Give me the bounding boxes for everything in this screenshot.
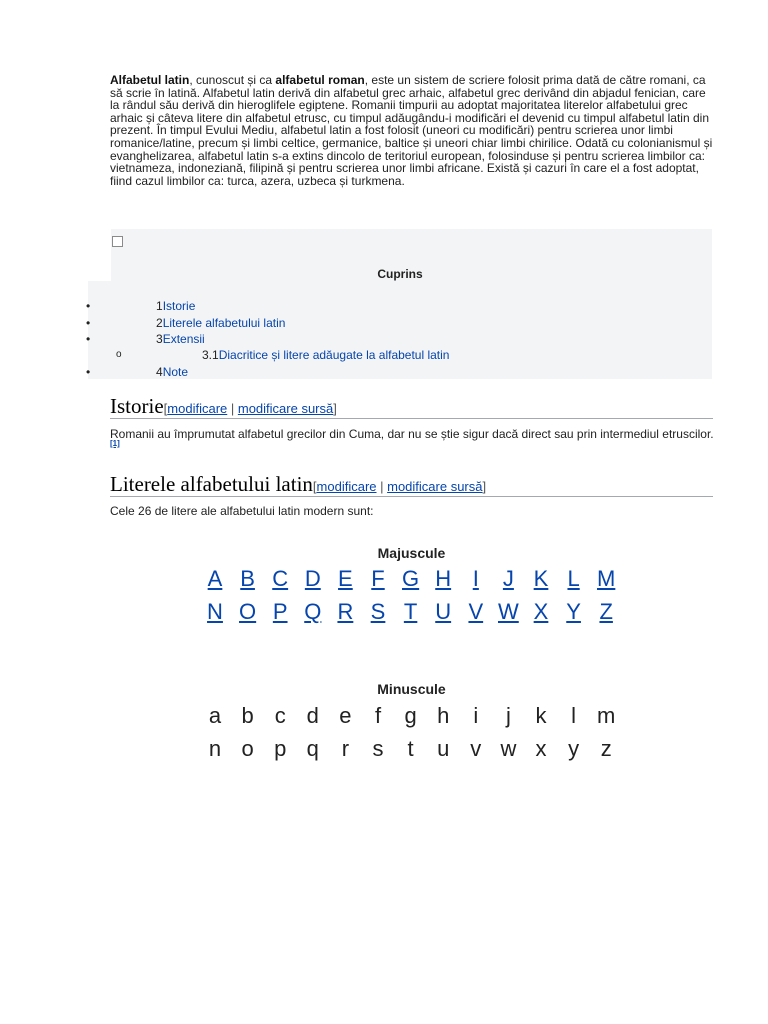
toc-item-link[interactable]: Literele alfabetului latin [162, 316, 286, 330]
bracket-open: [ [163, 401, 168, 416]
edit-links [164, 401, 337, 416]
minuscule-letter-link: a [208, 703, 222, 728]
intro-term-roman-alphabet: alfabetul roman [275, 73, 365, 87]
separator: | [376, 479, 388, 494]
footnote-ref [110, 439, 120, 448]
minuscule-letter-link: k [535, 703, 547, 728]
majuscule-letter-link[interactable]: O [239, 599, 257, 624]
majuscule-letter-link[interactable]: E [338, 566, 353, 591]
edit-links [313, 479, 486, 494]
minuscule-letter-link: i [473, 703, 479, 728]
majuscule-letter-link[interactable]: S [370, 599, 386, 624]
section-heading-istorie [110, 394, 337, 421]
majuscule-letter-link[interactable]: P [272, 599, 288, 624]
majuscule-letter-link[interactable]: T [403, 599, 418, 624]
majuscule-letter-link[interactable]: L [567, 566, 580, 591]
majuscule-letter-link[interactable]: K [533, 566, 549, 591]
toc-title: Cuprins [377, 267, 423, 281]
edit-link[interactable]: modificare [316, 479, 377, 494]
istorie-paragraph [110, 428, 715, 454]
section-divider [110, 496, 713, 497]
toc-item-link[interactable]: Istorie [162, 299, 196, 313]
minuscule-letter-link: h [437, 703, 450, 728]
bracket-close: ] [482, 479, 487, 494]
majuscule-letter-link[interactable]: M [597, 566, 616, 591]
section-heading-literele [110, 472, 486, 499]
minuscule-letter-link: s [372, 736, 384, 761]
minuscule-letter-link: x [535, 736, 547, 761]
majuscule-letter-link[interactable]: U [435, 599, 452, 624]
majuscule-letter-link[interactable]: W [498, 599, 519, 624]
minuscule-letter-link: o [241, 736, 254, 761]
edit-source-link[interactable]: modificare sursă [387, 479, 483, 494]
majuscule-letter-link[interactable]: N [207, 599, 223, 624]
intro-text-2: , este un sistem de scriere folosit prima dată de către romani, ca să scrie în latină. Alfabetul latin derivă din alfabetul grec arhaic, alfabetul grec derivând din abjadul fenician, care la rândul său derivă din hieroglifele egiptene. Romanii timpurii au adoptat majoritatea literelor alfabetului grec arhaic și câteva litere din alfabetul etrusc, cu timpul adăugându-i modificări el devenid cu timpul alfabetul latin din prezent. În timpul Evului Mediu, alfabetul latin a fost folosit (uneori cu modificări) pentru scrierea unor limbi romanice/latine, precum și limbi celtice, germanice, baltice și uneori chiar limbi chirilice. Odată cu colonianismul și evanghelizarea, alfabetul latin s-a extins dincolo de teritoriul european, folosinduse și pentru scrierea limbilor ca: vietnameza, indoneziană, filipină și pentru scrierea unor limbi africane. Există și cazuri în care el a fost adoptat, fiind cazul limbilor ca: turca, azera, uzbeca și turkmena. [110, 73, 713, 188]
toc-bullet-icon: • [86, 332, 91, 346]
minuscule-letter-link: u [437, 736, 450, 761]
majuscule-letter-link[interactable]: R [337, 599, 354, 624]
majuscule-letter-link[interactable]: G [402, 566, 420, 591]
toc-bullet-icon: • [86, 365, 91, 379]
bracket-close: ] [333, 401, 337, 416]
literele-intro-text: Cele 26 de litere ale alfabetului latin modern sunt: [110, 504, 374, 518]
section-title: Literele alfabetului latin [110, 472, 313, 496]
majuscule-letter-link[interactable]: A [207, 566, 223, 591]
toc-toggle-checkbox[interactable] [112, 236, 123, 247]
toc-item-istorie[interactable] [156, 299, 195, 313]
toc-item-number: 3 [156, 332, 163, 346]
toc-item-number: 1 [156, 299, 163, 313]
minuscule-caption: Minuscule [377, 681, 446, 697]
majuscule-letter-link[interactable]: C [272, 566, 289, 591]
intro-paragraph [110, 74, 715, 187]
footnote-link[interactable]: [1] [110, 439, 120, 448]
edit-source-link[interactable]: modificare sursă [237, 401, 334, 416]
toc-item-number: 2 [156, 316, 163, 330]
minuscule-letter-link: m [597, 703, 616, 728]
toc-item-note[interactable] [156, 365, 188, 379]
minuscule-letter-link: c [274, 703, 286, 728]
majuscule-letter-link[interactable]: F [371, 566, 385, 591]
majuscule-letter-link[interactable]: Q [304, 599, 322, 624]
majuscule-letter-link[interactable]: Y [566, 599, 581, 624]
toc-subbullet-icon: o [116, 349, 122, 360]
edit-link[interactable]: modificare [167, 401, 228, 416]
minuscule-letter-link: t [407, 736, 414, 761]
majuscule-letter-link[interactable]: Z [599, 599, 613, 624]
minuscule-letter-link: n [208, 736, 222, 761]
toc-item-link[interactable]: Diacritice și litere adăugate la alfabetul latin [218, 348, 450, 362]
majuscule-letter-link[interactable]: H [435, 566, 452, 591]
bracket-open: [ [312, 479, 317, 494]
minuscule-letter-link: f [374, 703, 382, 728]
toc-item-literele[interactable] [156, 316, 285, 330]
minuscule-letter-link: b [241, 703, 254, 728]
majuscule-letter-link[interactable]: V [468, 599, 484, 624]
separator: | [227, 401, 238, 416]
section-title: Istorie [110, 394, 164, 418]
minuscule-letter-link: r [341, 736, 350, 761]
minuscule-letter-link: v [470, 736, 482, 761]
minuscule-letter-link: d [306, 703, 319, 728]
minuscule-letter-link: p [274, 736, 287, 761]
toc-bullet-icon: • [86, 299, 91, 313]
minuscule-letter-link: z [600, 736, 612, 761]
intro-term-latin-alphabet: Alfabetul latin [110, 73, 190, 87]
minuscule-letter-link: g [404, 703, 417, 728]
toc-item-link[interactable]: Note [162, 365, 189, 379]
minuscule-letter-link: q [306, 736, 319, 761]
toc-item-number: 4 [156, 365, 163, 379]
majuscule-letter-link[interactable]: J [502, 566, 514, 591]
toc-item-diacritice[interactable] [202, 348, 449, 362]
toc-bullet-icon: • [86, 316, 91, 330]
majuscule-letter-link[interactable]: B [240, 566, 255, 591]
toc-item-link[interactable]: Extensii [162, 332, 205, 346]
section-divider [110, 418, 713, 419]
toc-item-extensii[interactable] [156, 332, 205, 346]
toc-item-number: 3.1 [202, 348, 219, 362]
minuscule-letter-link: w [500, 736, 517, 761]
istorie-text: Romanii au împrumutat alfabetul grecilor din Cuma, dar nu se știe sigur dacă direct sau prin intermediul etruscilor. [110, 427, 714, 441]
majuscule-caption: Majuscule [377, 545, 446, 561]
majuscule-letter-link[interactable]: D [304, 566, 321, 591]
majuscule-letter-link[interactable]: I [472, 566, 479, 591]
intro-text-1: , cunoscut și ca [189, 73, 276, 87]
minuscule-letter-link: j [505, 703, 511, 728]
minuscule-letter-link: e [339, 703, 352, 728]
majuscule-letter-link[interactable]: X [533, 599, 549, 624]
minuscule-letter-link: l [571, 703, 577, 728]
minuscule-letter-link: y [568, 736, 580, 761]
